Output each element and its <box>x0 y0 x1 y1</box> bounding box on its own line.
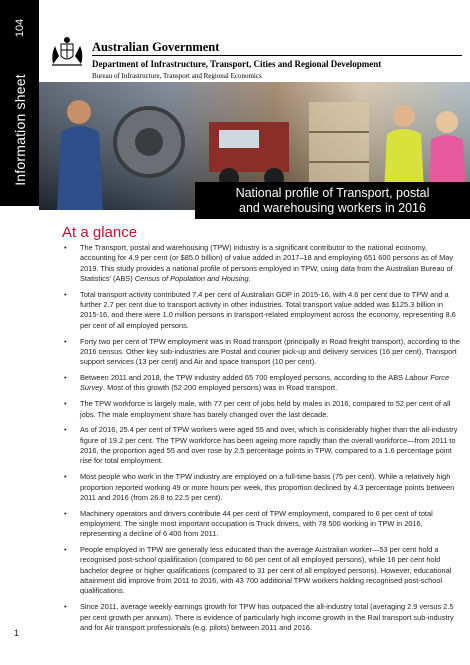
bullet-item <box>62 290 462 331</box>
title-line-2: and warehousing workers in 2016 <box>239 200 426 215</box>
title-line-1: National profile of Transport, postal <box>235 185 430 200</box>
bullet-text: People employed in TPW are generally less educated than the average Australian worker—53 per cent hold a recognised post-school qualification (compared to 66 per cent of all employed persons), while 16 per cent hold bachelor degree or higher qualifications (compared to 31 per cent of all employed persons). However, educational attainment did improve from 2011 to 2016, with 43 700 additional TPW workers holding recognised post-school qualifications. <box>80 545 452 596</box>
bullet-text: Machinery operators and drivers contribute 44 per cent of TPW employment, compared to 6 per cent of total employment. The single most important occupation is Truck drivers, with 78 500 working in TPW in 2016, representing a decline of 6 400 from 2011. <box>80 508 433 539</box>
bullet-item <box>62 337 462 368</box>
bullet-text: Total transport activity contributed 7.4 per cent of Australian GDP in 2015-16, with 4.6 per cent due to TPW and a further 2.7 per cent due to transport activity in other industries. Total transport value added was $125.3 billion in 2015-16, and there were 1.0 million persons in transport-related employment across the economy, representing 8.6 per cent of all employed persons. <box>80 289 456 330</box>
bullet-icon: • <box>64 472 67 482</box>
bullet-icon: • <box>64 336 67 346</box>
bullet-after: . Most of this growth (52 200 employed persons) was in Road transport. <box>103 383 338 393</box>
bullet-item <box>62 425 462 466</box>
sheet-type-text: Information sheet <box>11 74 28 186</box>
bullet-icon: • <box>64 289 67 299</box>
bullet-item <box>62 602 462 633</box>
bullet-item <box>62 373 462 394</box>
bullet-text: The TPW workforce is largely male, with 77 per cent of jobs held by males in 2016, compared to 52 per cent of all jobs. The male employment share has barely changed over the last decade. <box>80 399 451 419</box>
coat-of-arms-icon <box>47 34 87 70</box>
bullet-item <box>62 243 462 284</box>
bullet-after: . <box>248 273 251 283</box>
sheet-number <box>0 8 39 48</box>
sheet-number-text: 104 <box>13 18 26 38</box>
bullet-item <box>62 472 462 503</box>
bullet-text: As of 2016, 25.4 per cent of TPW workers were aged 55 and over, which is considerably higher than the all-industry figure of 19.2 per cent. The TPW workforce has been ageing more rapidly than the overall workforce—from 2011 to 2016, the proportion aged 55 and over rose by 2.5 percentage points in TPW, compared to a 1.6 percentage point rise for total employment. <box>80 425 458 466</box>
bullet-italic: Census of Population and Housing <box>134 273 249 283</box>
bullet-icon: • <box>64 399 67 409</box>
bullet-icon: • <box>64 545 67 555</box>
bureau-name: Bureau of Infrastructure, Transport and Regional Economics <box>92 72 262 80</box>
bullet-item <box>62 509 462 540</box>
bullet-icon: • <box>64 243 67 252</box>
bullet-italic: Labour Force Survey <box>80 373 450 393</box>
bullet-item <box>62 545 462 596</box>
bullet-list <box>62 243 462 639</box>
bullet-text: Most people who work in the TPW industry are employed on a full-time basis (75 per cent). While a relatively high proportion reported working 49 or more hours per week, this proportion declined by 4.3 percentage points between 2011 and 2016 (from 26.8 to 22.5 per cent). <box>80 472 455 502</box>
title-box <box>195 182 470 219</box>
page-number: 1 <box>14 628 20 638</box>
department-name: Department of Infrastructure, Transport, Cities and Regional Development <box>92 59 382 69</box>
section-heading: At a glance <box>62 224 138 241</box>
bullet-text: Forty two per cent of TPW employment was in Road transport (principally in Road freight transport), according to the 2016 census. Other key sub-industries are Postal and courier pick-up and delivery services (16 per cent), Transport support services (13 per cent) and Air and space transport (10 per cent). <box>80 336 460 367</box>
bullet-icon: • <box>64 373 67 383</box>
bullet-text: The Transport, postal and warehousing (TPW) industry is a significant contributor to the national economy, accounting for 4.9 per cent (or $85.0 billion) of value added in 2017–18 and employing 651 600 persons as of May 2019. This study provides a national profile of persons employed in TPW, using data from the Australian Bureau of Statistics’ (ABS) <box>80 243 454 283</box>
sheet-type-label <box>0 60 39 200</box>
bullet-icon: • <box>64 508 67 518</box>
header-divider <box>92 55 462 56</box>
bullet-text: Between 2011 and 2018, the TPW industry added 65 700 employed persons, according to the ABS <box>80 373 406 383</box>
bullet-text: Since 2011, average weekly earnings growth for TPW has outpaced the all-industry total (averaging 2.9 versus 2.5 per cent growth per annum). There is evidence of particularly high income growth in the Rail transport sub-industry and for Air transport professionals (e.g. pilots) between 2011 and 2016. <box>80 602 454 632</box>
bullet-item <box>62 399 462 420</box>
bullet-icon: • <box>64 602 67 612</box>
government-name: Australian Government <box>92 40 220 54</box>
bullet-icon: • <box>64 425 67 435</box>
